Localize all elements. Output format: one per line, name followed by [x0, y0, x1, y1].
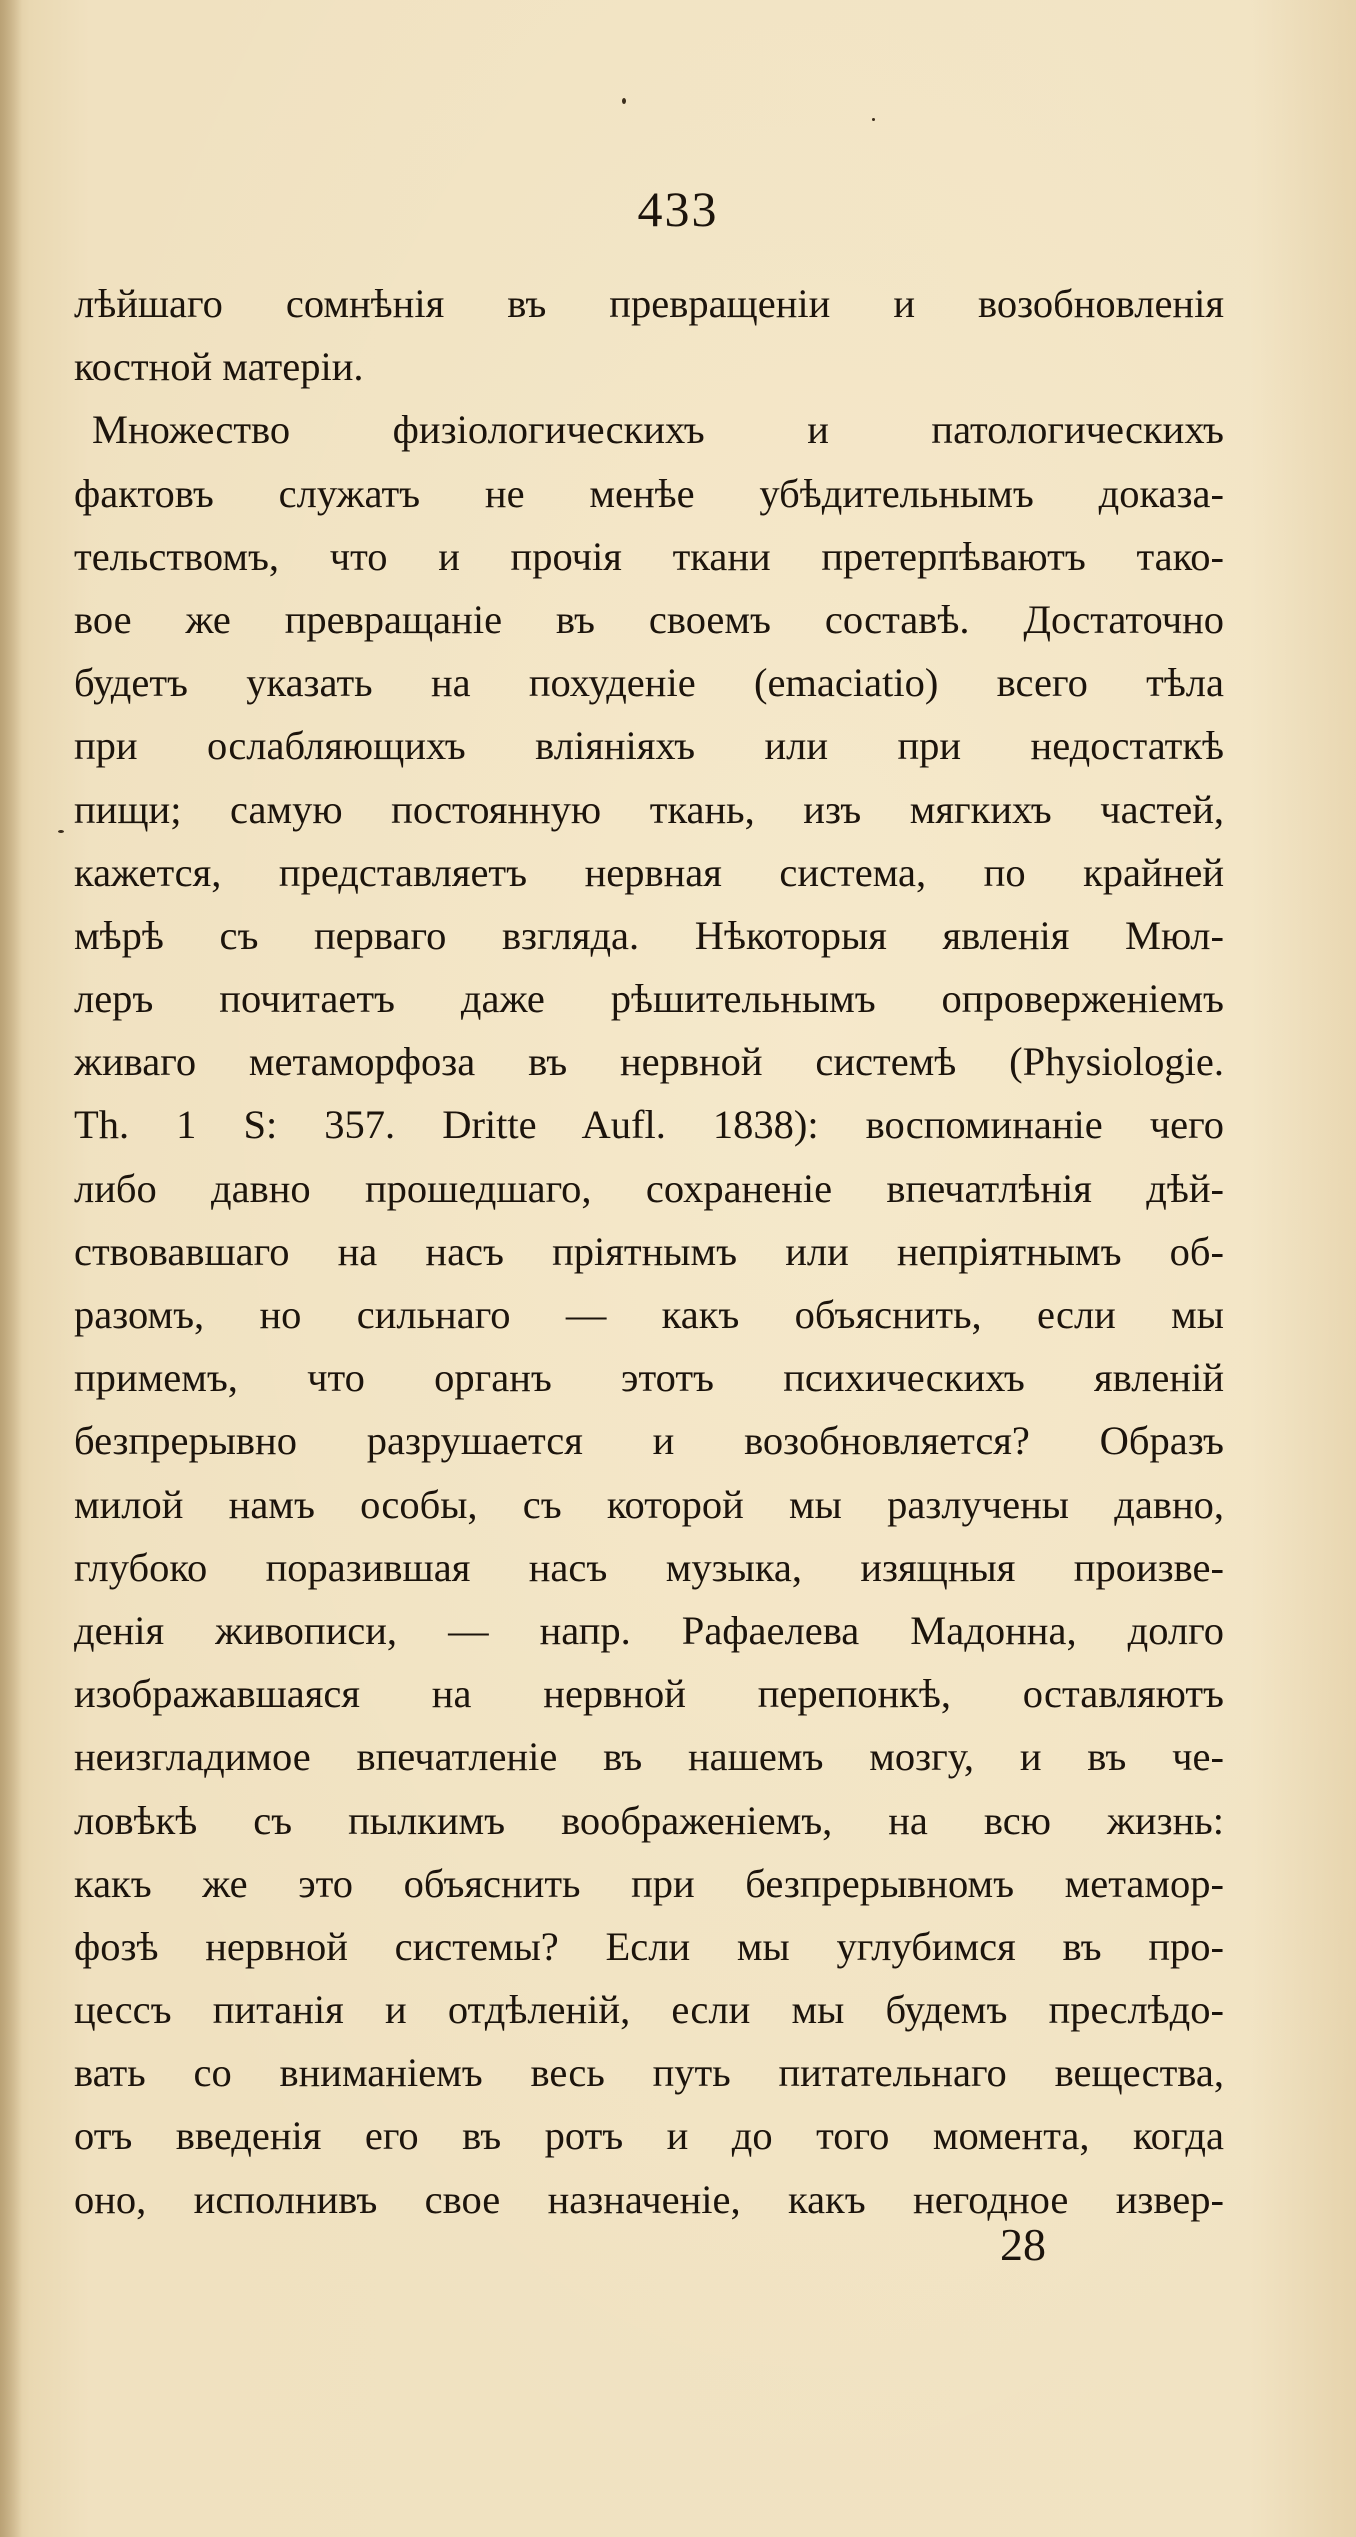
text-line: безпрерывно разрушается и возобновляется? Образъ: [74, 1418, 1224, 1464]
text-line: пищи; самую постоянную ткань, изъ мягкихъ частей,: [74, 786, 1224, 832]
paper-speck: [622, 98, 626, 104]
text-line: разомъ, но сильнаго — какъ объяснить, если мы: [74, 1292, 1224, 1337]
text-line: ловѣкѣ съ пылкимъ воображеніемъ, на всю жизнь:: [74, 1797, 1224, 1843]
text-line: фозѣ нервной системы? Если мы углубимся въ про-: [74, 1923, 1224, 1969]
text-line: какъ же это объяснить при безпрерывномъ метамор-: [74, 1860, 1224, 1906]
text-line: денія живописи, — напр. Рафаелева Мадонна, долго: [74, 1607, 1224, 1653]
text-line: изображавшаяся на нервной перепонкѣ, оставляютъ: [74, 1671, 1224, 1717]
text-line: оно, исполнивъ свое назначеніе, какъ негодное извер-: [74, 2176, 1224, 2222]
text-line: вое же превращаніе въ своемъ составѣ. Достаточно: [74, 596, 1224, 642]
signature-mark: 28: [1000, 2219, 1046, 2270]
text-line: неизгладимое впечатленіе въ нашемъ мозгу, и въ че-: [74, 1734, 1224, 1780]
text-line: живаго метаморфоза въ нервной системѣ (Physiologie.: [74, 1039, 1224, 1085]
text-line: цессъ питанія и отдѣленій, если мы будемъ преслѣдо-: [74, 1987, 1224, 2033]
text-line: фактовъ служатъ не менѣе убѣдительнымъ доказа-: [74, 470, 1224, 516]
text-line: костной матеріи.: [74, 344, 364, 390]
text-line: будетъ указать на похуденіе (emaciatio) всего тѣла: [74, 660, 1224, 706]
text-line: леръ почитаетъ даже рѣшительнымъ опроверженіемъ: [74, 976, 1224, 1022]
text-line: тельствомъ, что и прочія ткани претерпѣваютъ тако-: [74, 533, 1224, 579]
text-line: глубоко поразившая насъ музыка, изящныя произве-: [74, 1544, 1224, 1590]
text-line: либо давно прошедшаго, сохраненіе впечатлѣнія дѣй-: [74, 1165, 1224, 1211]
text-line: мѣрѣ съ перваго взгляда. Нѣкоторыя явленія Мюл-: [74, 912, 1224, 958]
text-line: примемъ, что органъ этотъ психическихъ явленій: [74, 1355, 1224, 1401]
text-line: вать со вниманіемъ весь путь питательнаго вещества,: [74, 2050, 1224, 2096]
paper-speck: [58, 830, 64, 833]
text-line: Множество физіологическихъ и патологическихъ: [92, 407, 1224, 453]
text-line: при ослабляющихъ вліяніяхъ или при недостаткѣ: [74, 723, 1224, 769]
text-line: милой намъ особы, съ которой мы разлучены давно,: [74, 1481, 1224, 1527]
text-line: отъ введенія его въ ротъ и до того момента, когда: [74, 2113, 1224, 2159]
text-line: кажется, представляетъ нервная система, по крайней: [74, 849, 1224, 895]
text-line: лѣйшаго сомнѣнія въ превращеніи и возобновленія: [74, 281, 1224, 326]
page-number: 433: [637, 181, 719, 237]
body-text: [74, 272, 1224, 2231]
page-gutter-shadow: [0, 0, 22, 2537]
text-line: ствовавшаго на насъ пріятнымъ или непріятнымъ об-: [74, 1228, 1224, 1274]
text-line: Th. 1 S: 357. Dritte Aufl. 1838): воспоминаніе чего: [74, 1102, 1224, 1148]
paper-speck: [872, 118, 875, 121]
